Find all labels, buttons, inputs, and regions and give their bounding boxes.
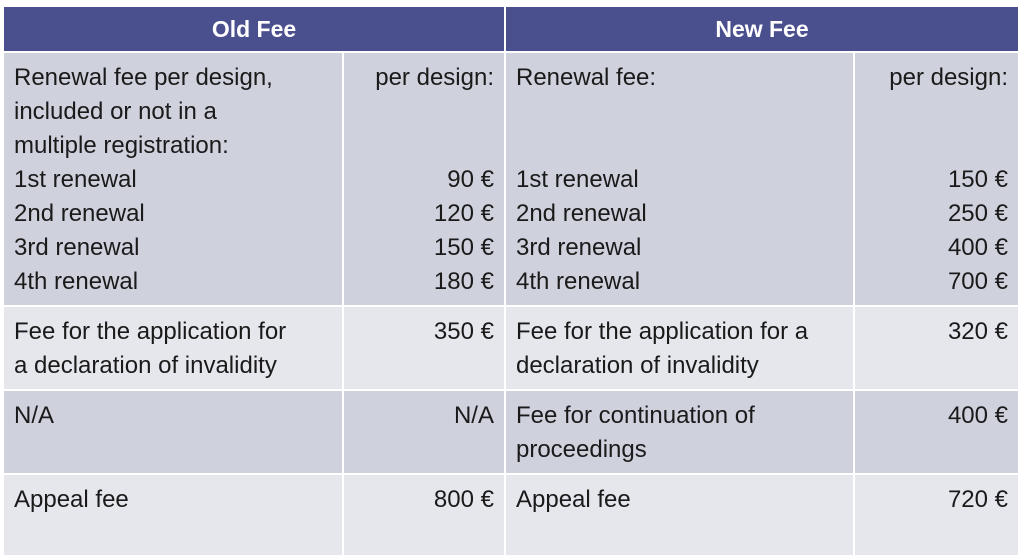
cell-line: 1st renewal xyxy=(14,166,137,193)
cell-line: a declaration of invalidity xyxy=(14,352,277,379)
cell-line: 800 € xyxy=(433,486,494,513)
old-fee-header: Old Fee xyxy=(4,7,504,51)
cell-line: Fee for continuation of xyxy=(515,402,755,429)
fee-comparison-table xyxy=(2,5,1020,557)
old-renewal-label-cell xyxy=(4,53,342,305)
new-appeal-label-cell xyxy=(506,475,853,555)
table-row-continuation xyxy=(4,391,1018,473)
cell-line: 700 € xyxy=(947,268,1008,295)
cell-line: 180 € xyxy=(433,268,494,295)
new-renewal-value-cell xyxy=(855,53,1018,305)
cell-line: declaration of invalidity xyxy=(515,352,759,379)
new-fee-header: New Fee xyxy=(506,7,1018,51)
cell-line: 400 € xyxy=(947,402,1008,429)
cell-line: per design: xyxy=(889,64,1008,91)
cell-line: Appeal fee xyxy=(14,486,129,513)
cell-line: multiple registration: xyxy=(14,132,229,159)
cell-line: 90 € xyxy=(447,166,494,193)
cell-line: 720 € xyxy=(947,486,1008,513)
cell-line: 4th renewal xyxy=(14,268,139,295)
cell-line: 120 € xyxy=(433,200,494,227)
cell-line: Appeal fee xyxy=(515,486,631,513)
cell-line: 3rd renewal xyxy=(515,234,642,261)
cell-line: N/A xyxy=(453,402,494,429)
table-row-renewal xyxy=(4,53,1018,305)
cell-line: per design: xyxy=(375,64,494,91)
table-header-row xyxy=(4,7,1018,51)
old-invalidity-label-cell xyxy=(4,307,342,389)
cell-line: 320 € xyxy=(947,318,1008,345)
cell-line: Fee for the application for a xyxy=(515,318,809,345)
cell-line: Fee for the application for xyxy=(14,318,287,345)
new-invalidity-value-cell xyxy=(855,307,1018,389)
cell-line: 150 € xyxy=(947,166,1008,193)
table-row-appeal xyxy=(4,475,1018,555)
table-row-invalidity xyxy=(4,307,1018,389)
cell-line: 350 € xyxy=(433,318,494,345)
cell-line: proceedings xyxy=(515,436,647,463)
cell-line: 150 € xyxy=(433,234,494,261)
new-appeal-value-cell xyxy=(855,475,1018,555)
cell-line: 1st renewal xyxy=(515,166,639,193)
new-invalidity-label-cell xyxy=(506,307,853,389)
old-renewal-value-cell xyxy=(344,53,504,305)
cell-line: 2nd renewal xyxy=(14,200,145,227)
cell-line: included or not in a xyxy=(14,98,217,125)
old-invalidity-value-cell xyxy=(344,307,504,389)
old-appeal-value-cell xyxy=(344,475,504,555)
cell-line: 2nd renewal xyxy=(515,200,647,227)
cell-line: Renewal fee: xyxy=(515,64,657,91)
cell-line: N/A xyxy=(14,402,55,429)
cell-line: 250 € xyxy=(947,200,1008,227)
old-appeal-label-cell xyxy=(4,475,342,555)
old-continuation-label-cell xyxy=(4,391,342,473)
cell-line: Renewal fee per design, xyxy=(14,64,273,91)
new-renewal-label-cell xyxy=(506,53,853,305)
old-continuation-value-cell xyxy=(344,391,504,473)
new-continuation-label-cell xyxy=(506,391,853,473)
new-continuation-value-cell xyxy=(855,391,1018,473)
cell-line: 3rd renewal xyxy=(14,234,140,261)
cell-line: 4th renewal xyxy=(515,268,641,295)
cell-line: 400 € xyxy=(947,234,1008,261)
